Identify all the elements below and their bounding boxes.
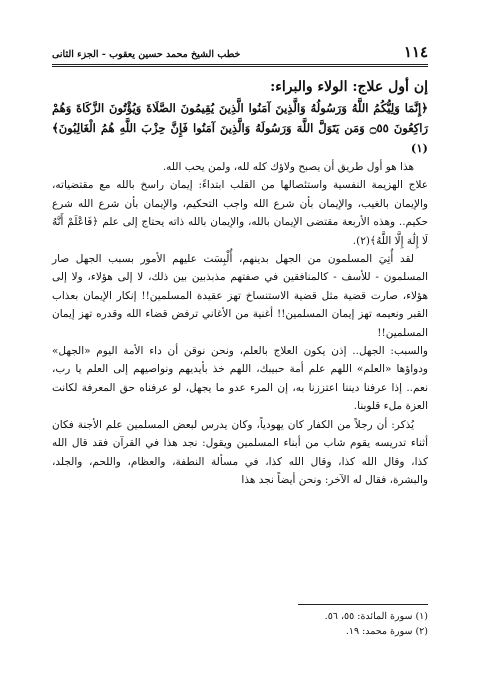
body-paragraph: علاج الهزيمة النفسية واستئصالها من القلب ابتداءً: إيمان راسخ بالله مع مقتضياته، والإيمان بالغيب، والإيمان بأن شرع الله واجب التحكيم، والإيمان بأن شرع الله شرع حكيم.. وهذه الأربعة مقتضى الإيمان بالله، والإيمان بالله ذاته يحتاج إلى علم ﴿فَاعْلَمْ أَنَّهُ لَا إِلَٰهَ إِلَّا اللَّهُ﴾(٢). [52, 179, 428, 247]
page-number: ١١٤ [403, 43, 428, 61]
footnote: (٢) سورة محمد: ١٩. [345, 626, 428, 637]
body-paragraph: والسبب: الجهل.. إذن يكون العلاج بالعلم، ونحن نوقن أن داء الأمة اليوم «الجهل» ودواؤها «العلم» اللهم علم أمة حبيبك، اللهم خذ بأيديهم ونواصيهم إلى العلم يا رب، نعم.. إذا عرفنا ديننا اعتززنا به، إن المرء عدو ما يجهل، لو عرفناه حق المعرفة لكانت العزة ملء قلوبنا. [52, 345, 428, 413]
page-header [52, 38, 428, 67]
page-body [52, 76, 428, 489]
footnote: (١) سورة المائدة: ٥٥، ٥٦. [324, 611, 428, 622]
body-paragraph: هذا هو أول طريق أن يصبح ولاؤك كله لله، ولمن يحب الله. [162, 161, 414, 173]
quran-quote: ﴿إِنَّمَا وَلِيُّكُمُ اللَّهُ وَرَسُولُهُ وَالَّذِينَ آمَنُوا الَّذِينَ يُقِيمُونَ الصَّلَاةَ وَيُؤْتُونَ الزَّكَاةَ وَهُمْ رَاكِعُونَ ۝٥٥ وَمَن يَتَوَلَّ اللَّهَ وَرَسُولَهُ وَالَّذِينَ آمَنُوا فَإِنَّ حِزْبَ اللَّهِ هُمُ الْغَالِبُونَ﴾(١) [52, 101, 428, 155]
footnote-rule [298, 604, 428, 605]
body-paragraph: يُذكر: أن رجلاً من الكفار كان يهودياً، وكان يدرس لبعض المسلمين علم الأجنة فكان أثناء تدريسه يقوم شاب من أبناء المسلمين ويقول: نجد هذا في القرآن فقد قال الله كذا، وقال الله كذا، وقال الله كذا، في مسألة النطفة، والعظام، واللحم، والجلد، والبشرة، فقال له الآخر: ونحن أيضاً نجد هذا [52, 418, 428, 486]
running-title: خطب الشيخ محمد حسين يعقوب - الجزء الثانى [52, 49, 241, 60]
section-heading: إن أول علاج: الولاء والبراء: [270, 79, 428, 95]
body-paragraph: لقد أُتِيَ المسلمون من الجهل بدينهم، أُلْبِسَت عليهم الأمور بسبب الجهل صار المسلمون - للأسف - كالمنافقين في صفتهم مذبذبين بين ذلك، لا إلى هؤلاء، ولا إلى هؤلاء، صارت قضية مثل قضية الاستنساخ تهز عقيدة المسلمين!! إنكار الإيمان بعذاب القبر ونعيمه تهز إيمان المسلمين!! أغنية من الأغاني ترفض قضاء الله وقدره تهز إيمان المسلمين!! [52, 253, 428, 339]
footnotes [52, 604, 428, 639]
